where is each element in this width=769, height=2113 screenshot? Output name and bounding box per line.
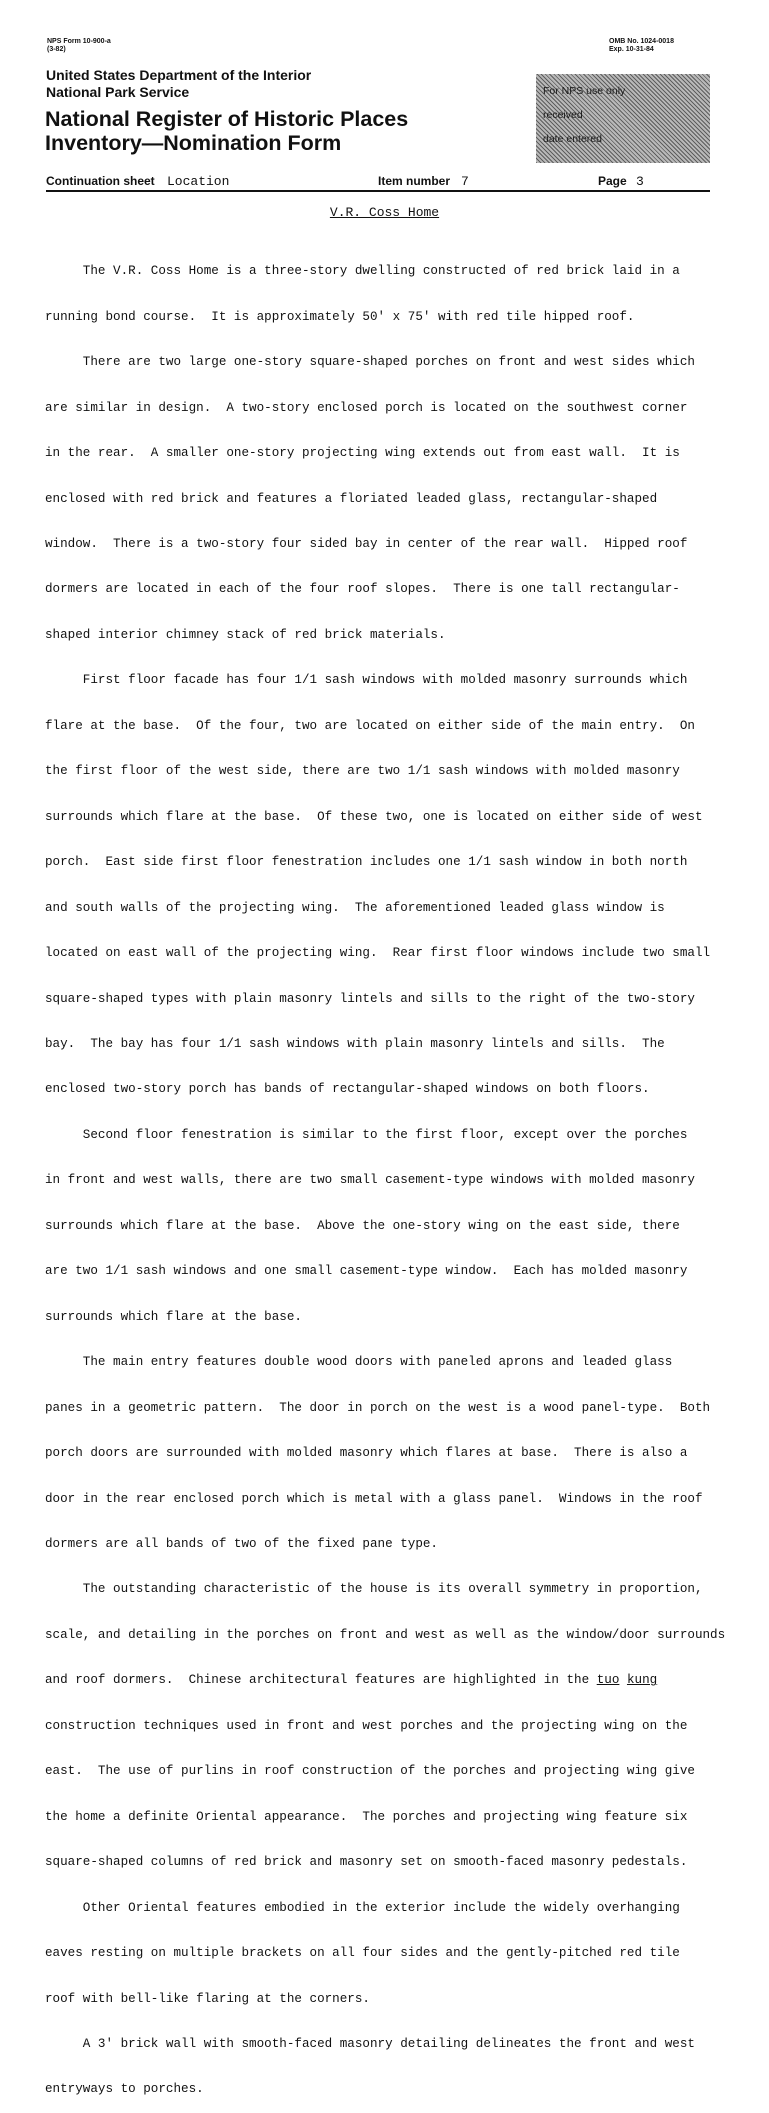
text-line: entryways to porches. <box>45 2082 204 2097</box>
text-line <box>45 1673 745 1688</box>
document-heading-text: V.R. Coss Home <box>329 205 440 220</box>
text-line: shaped interior chimney stack of red brick materials. <box>45 627 446 642</box>
text-line: enclosed with red brick and features a floriated leaded glass, rectangular-shaped <box>45 491 658 506</box>
text-line: the home a definite Oriental appearance. The porches and projecting wing feature six <box>45 1809 688 1824</box>
text-line: There are two large one-story square-shaped porches on front and west sides which <box>45 355 695 370</box>
text-line: The main entry features double wood doors with paneled aprons and leaded glass <box>45 1355 673 1370</box>
form-id <box>47 38 111 54</box>
omb-expiration: Exp. 10-31-84 <box>609 46 654 53</box>
text-line: dormers are located in each of the four roof slopes. There is one tall rectangular- <box>45 582 680 597</box>
continuation-sheet-value: Location <box>167 174 230 189</box>
text-line-segment: and roof dormers. Chinese architectural features are highlighted in the <box>45 1673 597 1688</box>
text-line: in the rear. A smaller one-story projecting wing extends out from east wall. It is <box>45 446 680 461</box>
text-line: porch. East side first floor fenestration includes one 1/1 sash window in both north <box>45 855 688 870</box>
text-line: flare at the base. Of the four, two are located on either side of the main entry. On <box>45 718 695 733</box>
text-line: square-shaped types with plain masonry lintels and sills to the right of the two-story <box>45 991 695 1006</box>
item-number-value: 7 <box>461 174 469 189</box>
text-line: surrounds which flare at the base. Above the one-story wing on the east side, there <box>45 1218 680 1233</box>
text-line: window. There is a two-story four sided bay in center of the rear wall. Hipped roof <box>45 537 688 552</box>
nps-use-only-label: For NPS use only <box>543 85 626 97</box>
form-date: (3-82) <box>47 46 66 53</box>
text-line: are two 1/1 sash windows and one small casement-type window. Each has molded masonry <box>45 1264 688 1279</box>
text-line: are similar in design. A two-story enclosed porch is located on the southwest corner <box>45 400 688 415</box>
document-body <box>45 234 745 2113</box>
text-line: The V.R. Coss Home is a three-story dwelling constructed of red brick laid in a <box>45 264 680 279</box>
agency-name: National Park Service <box>46 84 190 100</box>
document-heading <box>0 205 769 220</box>
received-label: received <box>543 109 583 121</box>
form-title-line-2: Inventory—Nomination Form <box>45 131 342 155</box>
text-line: First floor facade has four 1/1 sash windows with molded masonry surrounds which <box>45 673 688 688</box>
page-number-value: 3 <box>636 174 644 189</box>
text-line: located on east wall of the projecting wing. Rear first floor windows include two small <box>45 946 711 961</box>
text-line: scale, and detailing in the porches on front and west as well as the window/door surrounds <box>45 1627 726 1642</box>
underlined-term: tuo <box>596 1673 620 1688</box>
text-line: roof with bell-like flaring at the corners. <box>45 1991 370 2006</box>
omb-info <box>609 38 674 54</box>
text-line: square-shaped columns of red brick and masonry set on smooth-faced masonry pedestals. <box>45 1855 688 1870</box>
text-line: The outstanding characteristic of the house is its overall symmetry in proportion, <box>45 1582 703 1597</box>
text-line: Second floor fenestration is similar to the first floor, except over the porches <box>45 1127 688 1142</box>
text-line: bay. The bay has four 1/1 sash windows with plain masonry lintels and sills. The <box>45 1037 665 1052</box>
text-line: door in the rear enclosed porch which is metal with a glass panel. Windows in the roof <box>45 1491 703 1506</box>
text-line: east. The use of purlins in roof construction of the porches and projecting wing give <box>45 1764 695 1779</box>
text-line: running bond course. It is approximately 50' x 75' with red tile hipped roof. <box>45 309 635 324</box>
date-entered-label: date entered <box>543 133 602 145</box>
text-line: enclosed two-story porch has bands of rectangular-shaped windows on both floors. <box>45 1082 650 1097</box>
form-title-line-1: National Register of Historic Places <box>45 107 409 131</box>
text-line: panes in a geometric pattern. The door in porch on the west is a wood panel-type. Both <box>45 1400 711 1415</box>
text-line: the first floor of the west side, there are two 1/1 sash windows with molded masonry <box>45 764 680 779</box>
form-number: NPS Form 10-900-a <box>47 38 111 45</box>
text-line: in front and west walls, there are two small casement-type windows with molded masonry <box>45 1173 695 1188</box>
omb-number: OMB No. 1024-0018 <box>609 38 674 45</box>
nps-use-only-box <box>536 74 710 163</box>
text-line: A 3' brick wall with smooth-faced masonry detailing delineates the front and west <box>45 2036 695 2051</box>
text-line: Other Oriental features embodied in the exterior include the widely overhanging <box>45 1900 680 1915</box>
department-name: United States Department of the Interior <box>46 67 312 83</box>
text-line: porch doors are surrounded with molded masonry which flares at base. There is also a <box>45 1446 688 1461</box>
text-line: eaves resting on multiple brackets on all four sides and the gently-pitched red tile <box>45 1946 680 1961</box>
header-rule <box>46 190 710 192</box>
continuation-sheet-label: Continuation sheet <box>46 174 155 188</box>
page-label: Page <box>598 174 627 188</box>
text-line: and south walls of the projecting wing. The aforementioned leaded glass window is <box>45 900 665 915</box>
text-line: construction techniques used in front and west porches and the projecting wing on the <box>45 1718 688 1733</box>
text-line: dormers are all bands of two of the fixed pane type. <box>45 1537 438 1551</box>
item-number-label: Item number <box>378 174 451 188</box>
underlined-term: kung <box>626 1673 658 1688</box>
text-line: surrounds which flare at the base. Of these two, one is located on either side of west <box>45 809 703 824</box>
text-line: surrounds which flare at the base. <box>45 1309 302 1324</box>
